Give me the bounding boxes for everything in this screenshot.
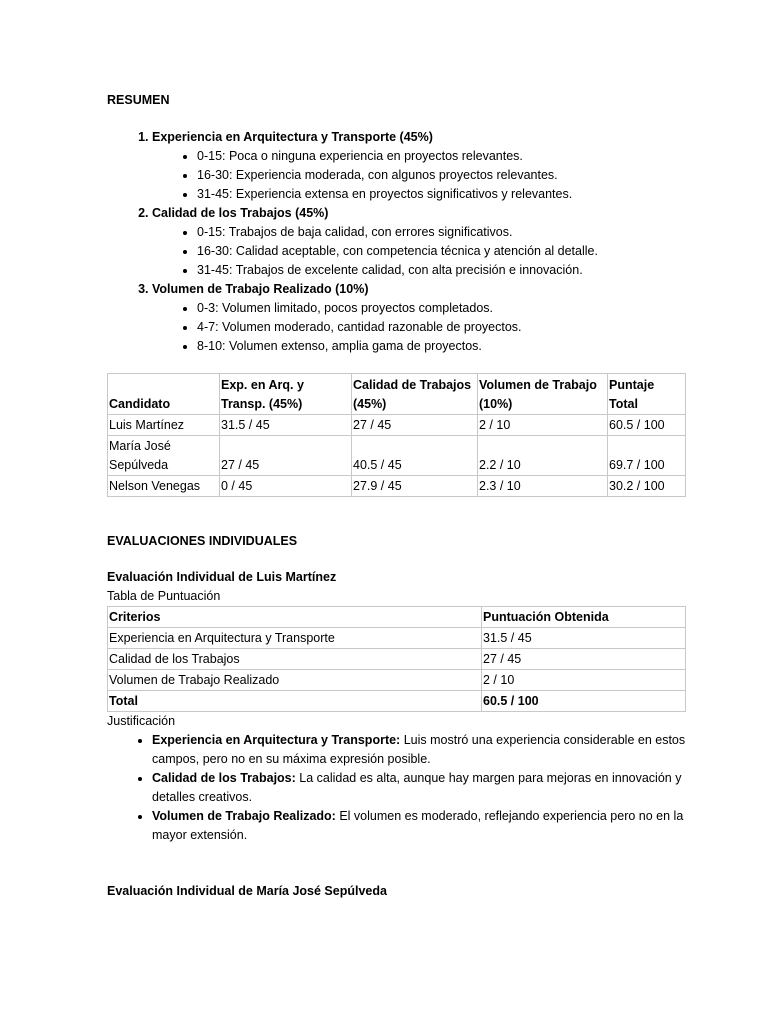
table-cell: 2.3 / 10 — [478, 476, 608, 497]
justification-label: Justificación — [107, 714, 176, 728]
level-item: • 0-15: Trabajos de baja calidad, con errores significativos. — [197, 223, 687, 242]
score-table-label: Tabla de Puntuación — [107, 589, 221, 603]
score-total-row — [108, 691, 686, 712]
level-item: • 0-3: Volumen limitado, pocos proyectos completados. — [197, 299, 687, 318]
header-cell: Calidad de Trabajos (45%) — [352, 374, 478, 415]
criterion-title: Calidad de los Trabajos (45%) — [152, 206, 329, 220]
total-label: Total — [108, 691, 482, 712]
summary-table — [107, 373, 686, 497]
table-row — [108, 670, 686, 691]
luis-score-table — [107, 606, 686, 712]
criterion-levels — [152, 223, 687, 280]
justification-list — [107, 731, 687, 845]
level-item: • 0-15: Poca o ninguna experiencia en proyectos relevantes. — [197, 147, 687, 166]
table-cell: 27 / 45 — [220, 436, 352, 476]
table-cell: Calidad de los Trabajos — [108, 649, 482, 670]
level-item: • 31-45: Experiencia extensa en proyectos significativos y relevantes. — [197, 185, 687, 204]
criterion-levels — [152, 299, 687, 356]
table-cell: 69.7 / 100 — [608, 436, 686, 476]
total-value: 60.5 / 100 — [482, 691, 686, 712]
header-cell: Volumen de Trabajo (10%) — [478, 374, 608, 415]
table-row — [108, 649, 686, 670]
luis-evaluation-title: Evaluación Individual de Luis Martínez — [107, 570, 337, 584]
table-cell: 27 / 45 — [352, 415, 478, 436]
level-item: • 16-30: Calidad aceptable, con competencia técnica y atención al detalle. — [197, 242, 687, 261]
table-cell: 31.5 / 45 — [220, 415, 352, 436]
level-item: • 4-7: Volumen moderado, cantidad razonable de proyectos. — [197, 318, 687, 337]
level-item: • 8-10: Volumen extenso, amplia gama de proyectos. — [197, 337, 687, 356]
criterion-item — [152, 204, 687, 280]
table-cell: 27 / 45 — [482, 649, 686, 670]
justification-text: Luis mostró una experiencia considerable en estos campos, pero no en su máxima expresión posible. — [152, 733, 686, 766]
justification-text: La calidad es alta, aunque hay margen para mejoras en innovación y detalles creativos. — [152, 771, 682, 804]
criteria-list — [107, 128, 687, 356]
table-cell: 31.5 / 45 — [482, 628, 686, 649]
criterion-levels — [152, 147, 687, 204]
table-cell: María José Sepúlveda — [108, 436, 220, 476]
table-cell: Experiencia en Arquitectura y Transporte — [108, 628, 482, 649]
summary-header-row — [108, 374, 686, 415]
table-cell: Luis Martínez — [108, 415, 220, 436]
justification-text: El volumen es moderado, reflejando experiencia pero no en la mayor extensión. — [152, 809, 684, 842]
criterion-title: Volumen de Trabajo Realizado (10%) — [152, 282, 369, 296]
table-cell: Nelson Venegas — [108, 476, 220, 497]
table-cell: 27.9 / 45 — [352, 476, 478, 497]
table-cell: 40.5 / 45 — [352, 436, 478, 476]
document-page — [107, 91, 687, 901]
table-cell: 2.2 / 10 — [478, 436, 608, 476]
table-cell: 2 / 10 — [478, 415, 608, 436]
header-cell: Puntaje Total — [608, 374, 686, 415]
table-cell: 2 / 10 — [482, 670, 686, 691]
justification-item — [152, 731, 687, 769]
score-header-row — [108, 607, 686, 628]
justification-item — [152, 769, 687, 807]
table-cell: 60.5 / 100 — [608, 415, 686, 436]
table-row — [108, 415, 686, 436]
individual-heading: EVALUACIONES INDIVIDUALES — [107, 534, 298, 548]
header-cell: Criterios — [108, 607, 482, 628]
summary-heading: RESUMEN — [107, 93, 170, 107]
justification-term: Experiencia en Arquitectura y Transporte: — [152, 733, 401, 747]
criterion-item — [152, 280, 687, 356]
maria-evaluation-title: Evaluación Individual de María José Sepúlveda — [107, 884, 387, 898]
table-row — [108, 628, 686, 649]
level-item: • 31-45: Trabajos de excelente calidad, con alta precisión e innovación. — [197, 261, 687, 280]
criterion-title: Experiencia en Arquitectura y Transporte (45%) — [152, 130, 433, 144]
table-cell: 30.2 / 100 — [608, 476, 686, 497]
justification-item — [152, 807, 687, 845]
table-cell: Volumen de Trabajo Realizado — [108, 670, 482, 691]
header-cell: Candidato — [108, 374, 220, 415]
table-row — [108, 476, 686, 497]
header-cell: Exp. en Arq. y Transp. (45%) — [220, 374, 352, 415]
table-row — [108, 436, 686, 476]
justification-term: Volumen de Trabajo Realizado: — [152, 809, 336, 823]
level-item: • 16-30: Experiencia moderada, con algunos proyectos relevantes. — [197, 166, 687, 185]
header-cell: Puntuación Obtenida — [482, 607, 686, 628]
criterion-item — [152, 128, 687, 204]
justification-term: Calidad de los Trabajos: — [152, 771, 296, 785]
table-cell: 0 / 45 — [220, 476, 352, 497]
